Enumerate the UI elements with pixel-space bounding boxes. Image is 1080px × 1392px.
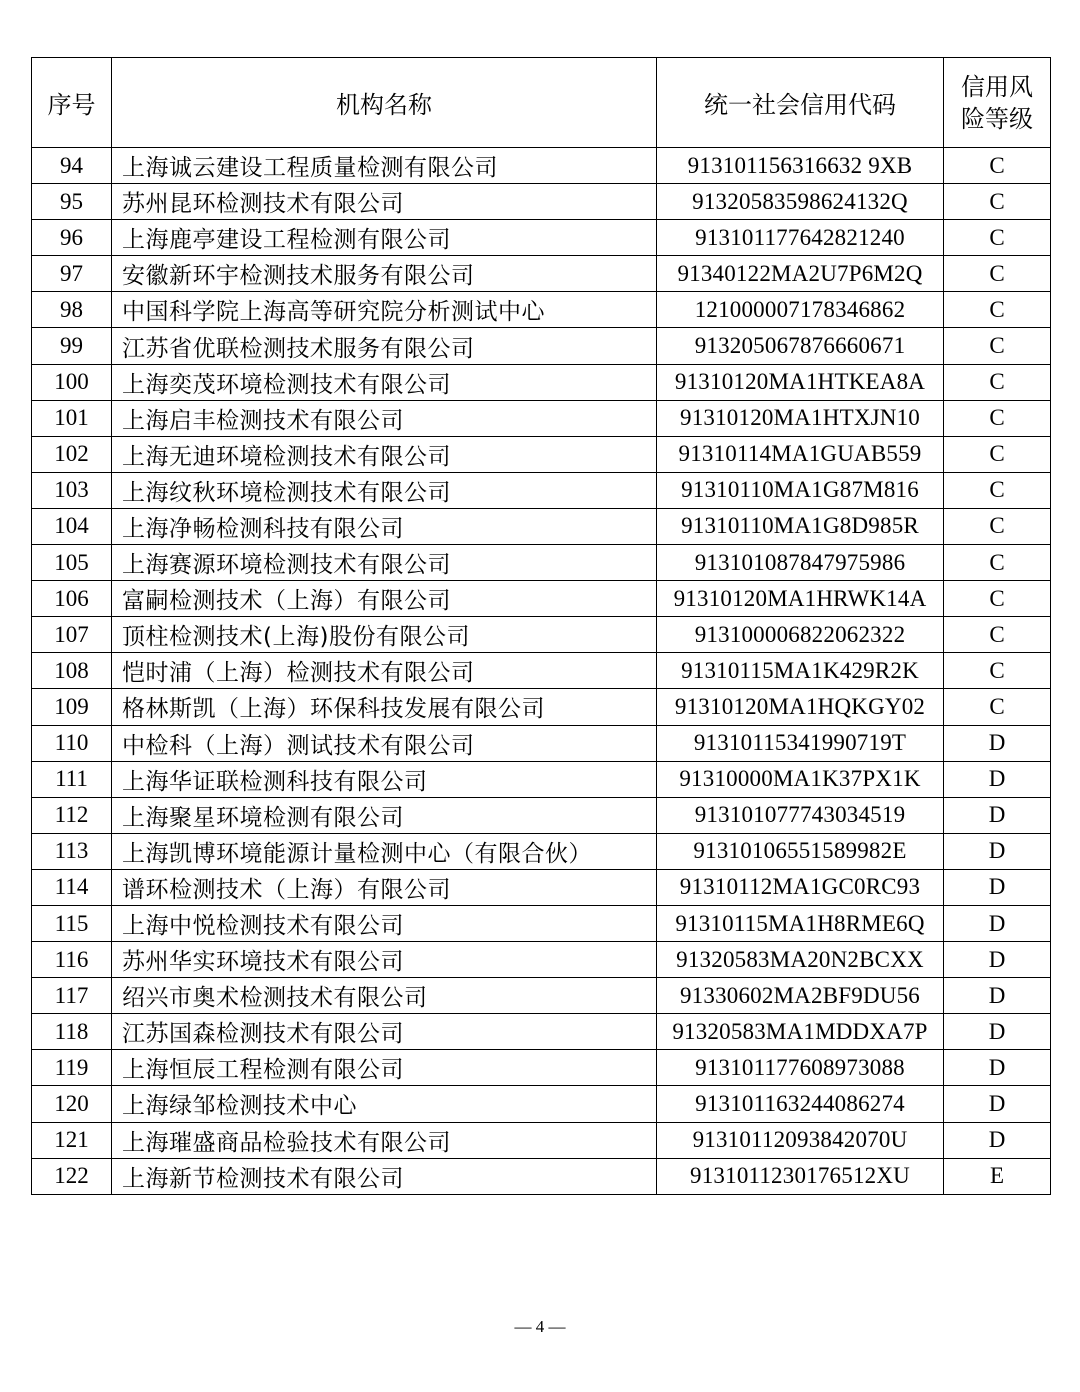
cell-organization-name: 上海中悦检测技术有限公司 [112, 905, 657, 941]
cell-risk-level: D [944, 942, 1051, 978]
table-row [32, 220, 1051, 256]
table-row [32, 1014, 1051, 1050]
cell-risk-level: C [944, 508, 1051, 544]
cell-organization-name: 绍兴市奥术检测技术有限公司 [112, 978, 657, 1014]
cell-risk-level: D [944, 1014, 1051, 1050]
cell-serial-number: 104 [32, 508, 112, 544]
cell-risk-level: D [944, 978, 1051, 1014]
cell-risk-level: C [944, 184, 1051, 220]
cell-serial-number: 103 [32, 472, 112, 508]
cell-risk-level: C [944, 581, 1051, 617]
cell-organization-name: 上海恒辰工程检测有限公司 [112, 1050, 657, 1086]
cell-risk-level: C [944, 256, 1051, 292]
cell-organization-name: 上海启丰检测技术有限公司 [112, 400, 657, 436]
cell-risk-level: C [944, 148, 1051, 184]
header-risk-level-line1: 信用风 [961, 72, 1033, 101]
cell-risk-level: C [944, 364, 1051, 400]
cell-serial-number: 96 [32, 220, 112, 256]
cell-organization-name: 中国科学院上海高等研究院分析测试中心 [112, 292, 657, 328]
cell-organization-name: 上海净畅检测科技有限公司 [112, 508, 657, 544]
cell-organization-name: 顶柱检测技术(上海)股份有限公司 [112, 617, 657, 653]
cell-serial-number: 100 [32, 364, 112, 400]
header-risk-level [944, 58, 1051, 148]
cell-serial-number: 97 [32, 256, 112, 292]
cell-risk-level: D [944, 797, 1051, 833]
cell-risk-level: E [944, 1158, 1051, 1194]
table-row [32, 1122, 1051, 1158]
cell-credit-code: 913100006822062322 [657, 617, 944, 653]
cell-credit-code: 913101077743034519 [657, 797, 944, 833]
cell-risk-level: C [944, 472, 1051, 508]
table-row [32, 148, 1051, 184]
cell-credit-code: 91310110MA1G8D985R [657, 508, 944, 544]
cell-serial-number: 117 [32, 978, 112, 1014]
cell-organization-name: 恺时浦（上海）检测技术有限公司 [112, 653, 657, 689]
cell-credit-code: 91310120MA1HTKEA8A [657, 364, 944, 400]
cell-risk-level: C [944, 617, 1051, 653]
cell-credit-code: 913101177608973088 [657, 1050, 944, 1086]
cell-serial-number: 109 [32, 689, 112, 725]
cell-credit-code: 91320583MA1MDDXA7P [657, 1014, 944, 1050]
table-row [32, 905, 1051, 941]
table-row [32, 436, 1051, 472]
cell-organization-name: 安徽新环宇检测技术服务有限公司 [112, 256, 657, 292]
table-row [32, 472, 1051, 508]
table-row [32, 833, 1051, 869]
table-row [32, 1158, 1051, 1194]
cell-credit-code: 91310115MA1H8RME6Q [657, 905, 944, 941]
cell-credit-code: 121000007178346862 [657, 292, 944, 328]
cell-credit-code: 91310114MA1GUAB559 [657, 436, 944, 472]
cell-risk-level: D [944, 1050, 1051, 1086]
cell-credit-code: 91320583598624132Q [657, 184, 944, 220]
cell-serial-number: 115 [32, 905, 112, 941]
cell-risk-level: C [944, 328, 1051, 364]
cell-credit-code: 91310000MA1K37PX1K [657, 761, 944, 797]
cell-credit-code: 91310112093842070U [657, 1122, 944, 1158]
table-row [32, 328, 1051, 364]
cell-organization-name: 上海纹秋环境检测技术有限公司 [112, 472, 657, 508]
cell-risk-level: D [944, 1086, 1051, 1122]
cell-risk-level: C [944, 400, 1051, 436]
cell-organization-name: 上海诚云建设工程质量检测有限公司 [112, 148, 657, 184]
cell-credit-code: 91310120MA1HTXJN10 [657, 400, 944, 436]
cell-serial-number: 94 [32, 148, 112, 184]
cell-credit-code: 91320583MA20N2BCXX [657, 942, 944, 978]
cell-risk-level: C [944, 545, 1051, 581]
table-row [32, 581, 1051, 617]
cell-serial-number: 105 [32, 545, 112, 581]
table-row [32, 1086, 1051, 1122]
table-header [32, 58, 1051, 148]
table-row [32, 761, 1051, 797]
table-body [32, 148, 1051, 1195]
cell-credit-code: 913205067876660671 [657, 328, 944, 364]
table-row [32, 617, 1051, 653]
table-row [32, 689, 1051, 725]
cell-serial-number: 119 [32, 1050, 112, 1086]
cell-risk-level: C [944, 436, 1051, 472]
table-row [32, 292, 1051, 328]
cell-serial-number: 107 [32, 617, 112, 653]
cell-organization-name: 富嗣检测技术（上海）有限公司 [112, 581, 657, 617]
cell-organization-name: 上海聚星环境检测有限公司 [112, 797, 657, 833]
table-row [32, 256, 1051, 292]
cell-risk-level: C [944, 653, 1051, 689]
table-row [32, 797, 1051, 833]
credit-risk-table [31, 57, 1051, 1195]
table-row [32, 978, 1051, 1014]
cell-serial-number: 121 [32, 1122, 112, 1158]
cell-organization-name: 中检科（上海）测试技术有限公司 [112, 725, 657, 761]
cell-organization-name: 上海璀盛商品检验技术有限公司 [112, 1122, 657, 1158]
cell-organization-name: 上海新节检测技术有限公司 [112, 1158, 657, 1194]
cell-risk-level: D [944, 725, 1051, 761]
cell-organization-name: 上海绿邹检测技术中心 [112, 1086, 657, 1122]
cell-serial-number: 114 [32, 869, 112, 905]
cell-credit-code: 91330602MA2BF9DU56 [657, 978, 944, 1014]
cell-risk-level: C [944, 220, 1051, 256]
cell-serial-number: 120 [32, 1086, 112, 1122]
cell-serial-number: 108 [32, 653, 112, 689]
cell-organization-name: 上海凯博环境能源计量检测中心（有限合伙） [112, 833, 657, 869]
table-row [32, 869, 1051, 905]
cell-credit-code: 91310115341990719T [657, 725, 944, 761]
cell-credit-code: 913101177642821240 [657, 220, 944, 256]
cell-serial-number: 102 [32, 436, 112, 472]
cell-serial-number: 99 [32, 328, 112, 364]
header-row [32, 58, 1051, 148]
cell-credit-code: 91310115MA1K429R2K [657, 653, 944, 689]
cell-risk-level: D [944, 833, 1051, 869]
table-row [32, 545, 1051, 581]
cell-organization-name: 江苏国森检测技术有限公司 [112, 1014, 657, 1050]
cell-serial-number: 122 [32, 1158, 112, 1194]
cell-credit-code: 91310112MA1GC0RC93 [657, 869, 944, 905]
cell-credit-code: 913101163244086274 [657, 1086, 944, 1122]
cell-serial-number: 118 [32, 1014, 112, 1050]
cell-organization-name: 上海赛源环境检测技术有限公司 [112, 545, 657, 581]
cell-credit-code: 913101087847975986 [657, 545, 944, 581]
cell-risk-level: C [944, 292, 1051, 328]
header-organization-name: 机构名称 [112, 58, 657, 148]
table-row [32, 364, 1051, 400]
cell-organization-name: 格林斯凯（上海）环保科技发展有限公司 [112, 689, 657, 725]
cell-organization-name: 上海无迪环境检测技术有限公司 [112, 436, 657, 472]
cell-serial-number: 95 [32, 184, 112, 220]
cell-risk-level: D [944, 905, 1051, 941]
cell-risk-level: D [944, 869, 1051, 905]
cell-credit-code: 91310110MA1G87M816 [657, 472, 944, 508]
cell-credit-code: 91340122MA2U7P6M2Q [657, 256, 944, 292]
cell-organization-name: 江苏省优联检测技术服务有限公司 [112, 328, 657, 364]
cell-organization-name: 上海华证联检测科技有限公司 [112, 761, 657, 797]
header-risk-level-line2: 险等级 [961, 104, 1033, 133]
cell-serial-number: 98 [32, 292, 112, 328]
cell-credit-code: 91310106551589982E [657, 833, 944, 869]
cell-serial-number: 110 [32, 725, 112, 761]
cell-serial-number: 116 [32, 942, 112, 978]
cell-risk-level: D [944, 1122, 1051, 1158]
cell-organization-name: 谱环检测技术（上海）有限公司 [112, 869, 657, 905]
table-row [32, 1050, 1051, 1086]
table-row [32, 400, 1051, 436]
cell-serial-number: 111 [32, 761, 112, 797]
cell-organization-name: 上海鹿亭建设工程检测有限公司 [112, 220, 657, 256]
cell-organization-name: 苏州华实环境技术有限公司 [112, 942, 657, 978]
cell-serial-number: 106 [32, 581, 112, 617]
cell-risk-level: C [944, 689, 1051, 725]
cell-serial-number: 113 [32, 833, 112, 869]
header-serial-number: 序号 [32, 58, 112, 148]
table-row [32, 725, 1051, 761]
cell-risk-level: D [944, 761, 1051, 797]
cell-credit-code: 91310120MA1HQKGY02 [657, 689, 944, 725]
cell-credit-code: 913101156316632 9XB [657, 148, 944, 184]
cell-credit-code: 9131011230176512XU [657, 1158, 944, 1194]
table-row [32, 942, 1051, 978]
cell-organization-name: 上海奕茂环境检测技术有限公司 [112, 364, 657, 400]
table-row [32, 184, 1051, 220]
table-row [32, 508, 1051, 544]
header-credit-code: 统一社会信用代码 [657, 58, 944, 148]
cell-serial-number: 112 [32, 797, 112, 833]
page-number: — 4 — [514, 1317, 566, 1336]
cell-organization-name: 苏州昆环检测技术有限公司 [112, 184, 657, 220]
table-row [32, 653, 1051, 689]
cell-serial-number: 101 [32, 400, 112, 436]
cell-credit-code: 91310120MA1HRWK14A [657, 581, 944, 617]
